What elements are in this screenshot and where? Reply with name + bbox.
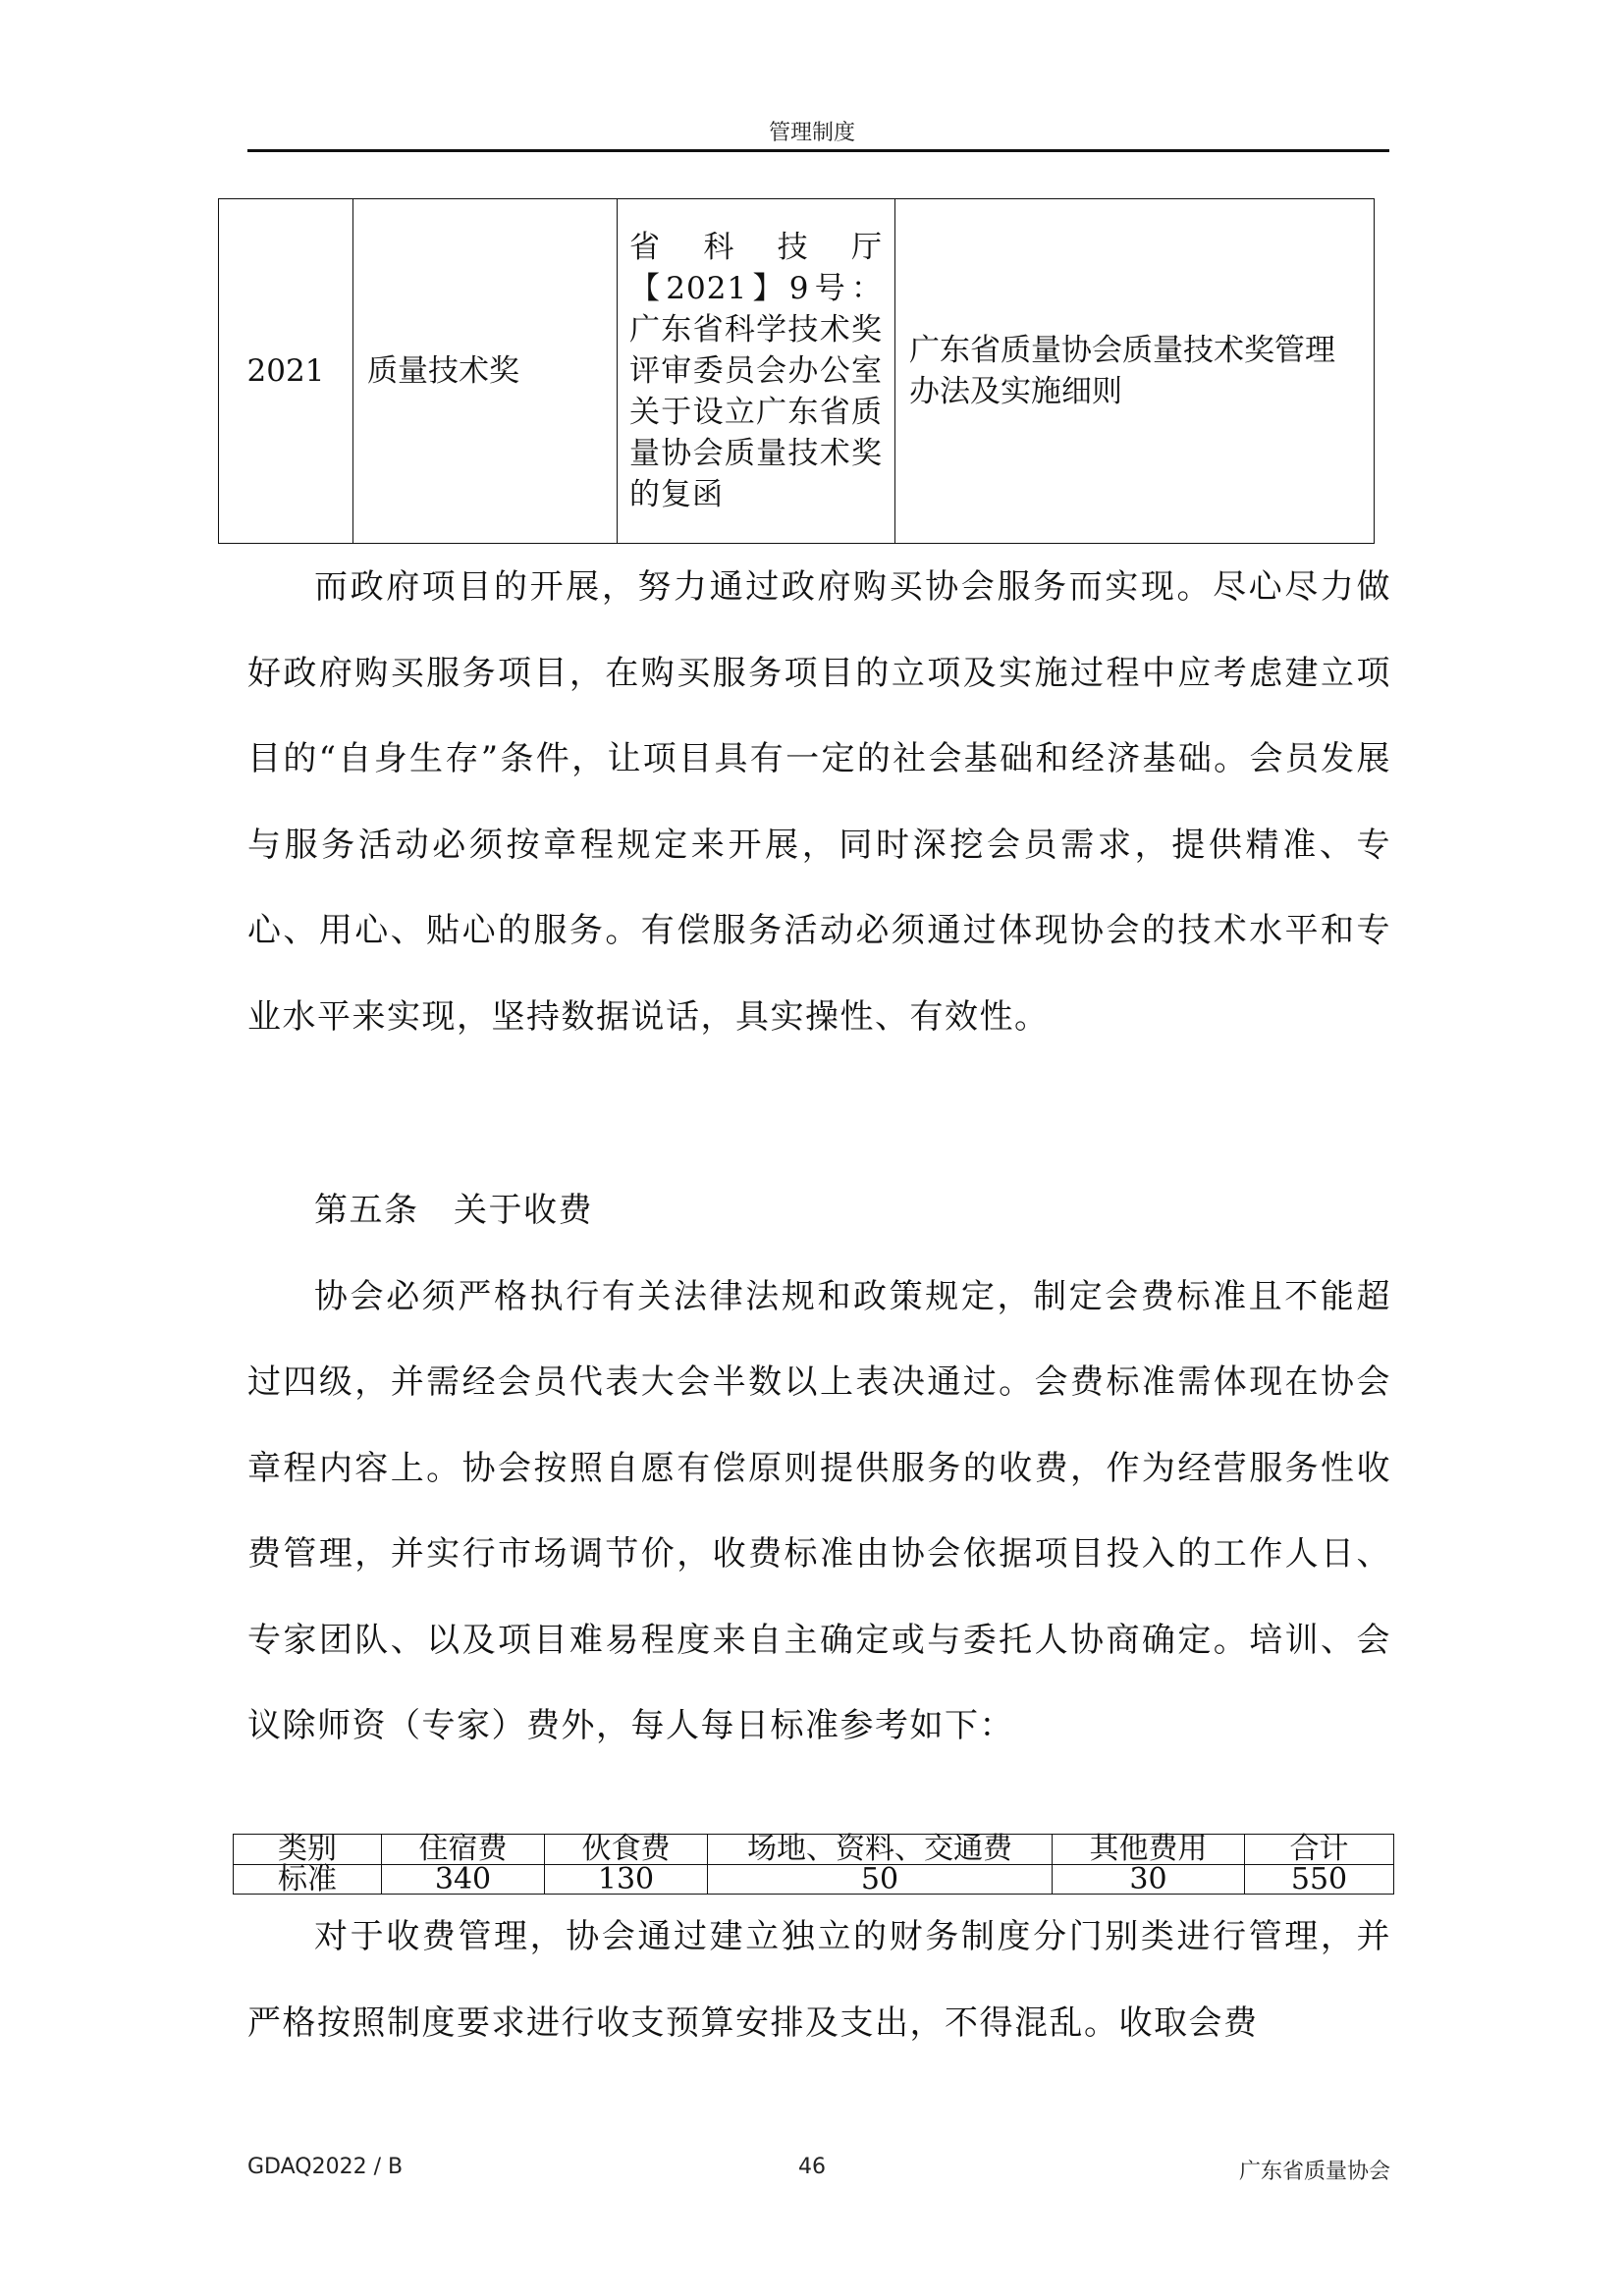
table-row [234, 1864, 1394, 1895]
header-cell-meals: 伙食费 [545, 1835, 708, 1865]
footer-page-number: 46 [798, 2155, 826, 2179]
award-table [218, 198, 1375, 544]
cell-meals: 130 [545, 1864, 708, 1895]
body-section-3 [247, 1895, 1391, 2066]
paragraph-fee-management: 对于收费管理，协会通过建立独立的财务制度分门别类进行管理，并严格按照制度要求进行收支预算安排及支出，不得混乱。收取会费 [247, 1917, 1391, 2043]
body-section-1 [247, 545, 1391, 1060]
article-5-title: 第五条 关于收费 [314, 1191, 593, 1230]
cell-other: 30 [1053, 1864, 1245, 1895]
header-cell-lodging: 住宿费 [382, 1835, 545, 1865]
table-row [219, 199, 1375, 544]
fee-standard-table [233, 1834, 1394, 1895]
header-cell-total: 合计 [1245, 1835, 1394, 1865]
page-header-title: 管理制度 [768, 121, 855, 145]
body-section-2 [247, 1168, 1391, 1770]
cell-lodging: 340 [382, 1864, 545, 1895]
award-name-cell: 质量技术奖 [353, 199, 618, 544]
award-basis-cell: 广东省质量协会质量技术奖管理办法及实施细则 [895, 199, 1375, 544]
paragraph-government-projects: 而政府项目的开展，努力通过政府购买协会服务而实现。尽心尽力做好政府购买服务项目，在购买服务项目的立项及实施过程中应考虑建立项目的“自身生存”条件，让项目具有一定的社会基础和经济基础。会员发展与服务活动必须按章程规定来开展，同时深挖会员需求，提供精准、专心、用心、贴心的服务。有偿服务活动必须通过体现协会的技术水平和专业水平来实现，坚持数据说话，具实操性、有效性。 [247, 567, 1391, 1037]
award-year-cell: 2021 [219, 199, 353, 544]
header-cell-venue: 场地、资料、交通费 [708, 1835, 1053, 1865]
header-divider [247, 149, 1389, 152]
header-cell-other: 其他费用 [1053, 1835, 1245, 1865]
table-header-row [234, 1835, 1394, 1865]
cell-total: 550 [1245, 1864, 1394, 1895]
footer-document-code: GDAQ2022 / B [247, 2155, 404, 2179]
paragraph-fees: 协会必须严格执行有关法律法规和政策规定，制定会费标准且不能超过四级，并需经会员代表大会半数以上表决通过。会费标准需体现在协会章程内容上。协会按照自愿有偿原则提供服务的收费，作为经营服务性收费管理，并实行市场调节价，收费标准由协会依据项目投入的工作人日、专家团队、以及项目难易程度来自主确定或与委托人协商确定。培训、会议除师资（专家）费外，每人每日标准参考如下： [247, 1276, 1391, 1745]
award-document-cell: 省科技厅【2021】9号：广东省科学技术奖评审委员会办公室关于设立广东省质量协会质量技术奖的复函 [618, 199, 895, 544]
cell-category: 标准 [234, 1864, 382, 1895]
header-cell-category: 类别 [234, 1835, 382, 1865]
cell-venue: 50 [708, 1864, 1053, 1895]
footer-organization: 广东省质量协会 [1238, 2160, 1390, 2184]
